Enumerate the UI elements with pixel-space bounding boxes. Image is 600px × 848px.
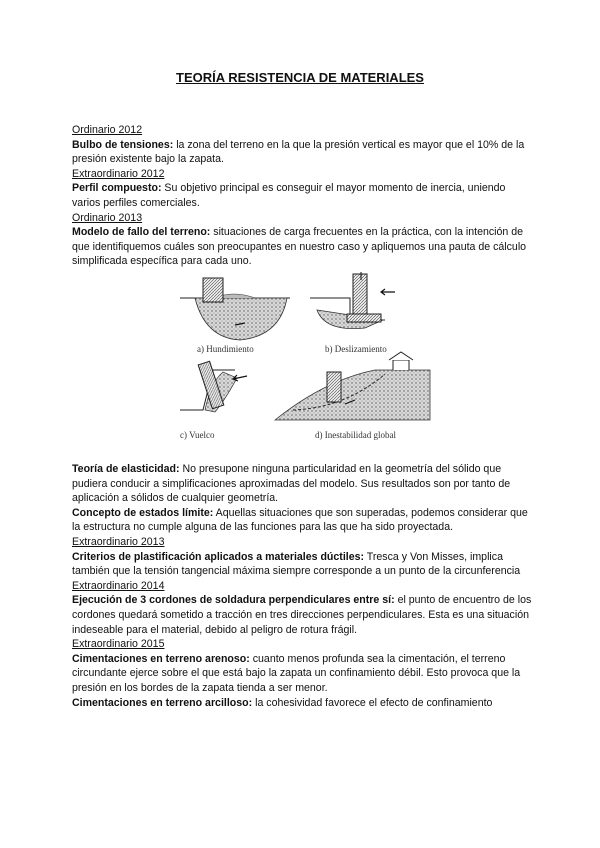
section-heading: Ordinario 2012: [72, 124, 143, 136]
term: Perfil compuesto:: [72, 182, 162, 195]
definition: la zona del terreno en la que la presión vertical es mayor que el 10% de la presión existente bajo la zapata.: [72, 138, 525, 166]
paragraph: [72, 462, 534, 506]
section-heading: Extraordinario 2014: [72, 579, 165, 592]
term: Concepto de estados límite:: [72, 506, 214, 519]
paragraph: [72, 652, 534, 696]
definition: Tresca y Von Misses, implica también que la tensión tangencial máxima siempre corresponde a un punto de la circunferencia: [72, 550, 521, 578]
section-heading: Extraordinario 2015: [72, 638, 165, 651]
definition: Su objetivo principal es conseguir el mayor momento de inercia, uniendo varios perfiles comerciales.: [72, 182, 506, 209]
top-text-block: [72, 123, 534, 269]
definition: situaciones de carga frecuentes en la práctica, con la intención de que identifiquemos cuáles son preocupantes en nuestro caso y apliquemos una pauta de cálculo simplificada específica para cada uno.: [72, 226, 527, 268]
label-inestabilidad-global: d) Inestabilidad global: [315, 430, 396, 440]
label-vuelco: c) Vuelco: [180, 430, 215, 440]
definition: el punto de encuentro de los cordones quedará sometido a tracción en tres direcciones perpendiculares. Esta es una situación indeseable para el material, debido al peligro de rotura frágil.: [72, 594, 532, 636]
term: Cimentaciones en terreno arcilloso:: [72, 696, 253, 709]
label-hundimiento: a) Hundimiento: [197, 344, 254, 354]
paragraph: [72, 696, 534, 711]
page-title: TEORÍA RESISTENCIA DE MATERIALES: [176, 70, 424, 85]
terrain-failure-figure: [175, 270, 435, 450]
definition: No presupone ninguna particularidad en la geometría del sólido que pudiera conducir a simplificaciones aproximadas del modelo. Sus resultados son por tanto de aplicación a sólidos de cualquier geometría.: [72, 463, 511, 505]
definition: cuanto menos profunda sea la cimentación, el terreno circundante ejerce sobre el que está bajo la zapata un confinamiento débil. Esto provoca que la presión en los bordes de la zapata tienda a ser menor.: [72, 652, 521, 694]
paragraph: [72, 138, 534, 167]
definition: Aquellas situaciones que son superadas, podemos considerar que la estructura no cumple alguna de las funciones para las que ha sido proyectada.: [72, 506, 528, 534]
paragraph: [72, 181, 534, 210]
diagram-inestabilidad-global: [275, 352, 430, 420]
term: Cimentaciones en terreno arenoso:: [72, 652, 250, 665]
paragraph: [72, 593, 534, 637]
bottom-text-block: [72, 462, 534, 710]
term: Ejecución de 3 cordones de soldadura perpendiculares entre sí:: [72, 594, 395, 607]
paragraph: [72, 550, 534, 579]
section-heading: Ordinario 2013: [72, 211, 143, 224]
diagram-hundimiento: [180, 278, 290, 340]
definition: la cohesividad favorece el efecto de confinamiento: [252, 696, 493, 709]
term: Teoría de elasticidad:: [72, 463, 180, 475]
diagram-deslizamiento: [310, 272, 395, 329]
term: Bulbo de tensiones:: [72, 138, 174, 151]
term: Modelo de fallo del terreno:: [72, 226, 211, 239]
term: Criterios de plastificación aplicados a materiales dúctiles:: [72, 550, 365, 563]
diagram-vuelco: [180, 361, 247, 412]
paragraph: [72, 506, 534, 535]
paragraph: [72, 225, 534, 269]
section-heading: Extraordinario 2012: [72, 167, 165, 180]
section-heading: Extraordinario 2013: [72, 535, 165, 548]
label-deslizamiento: b) Deslizamiento: [325, 344, 387, 354]
